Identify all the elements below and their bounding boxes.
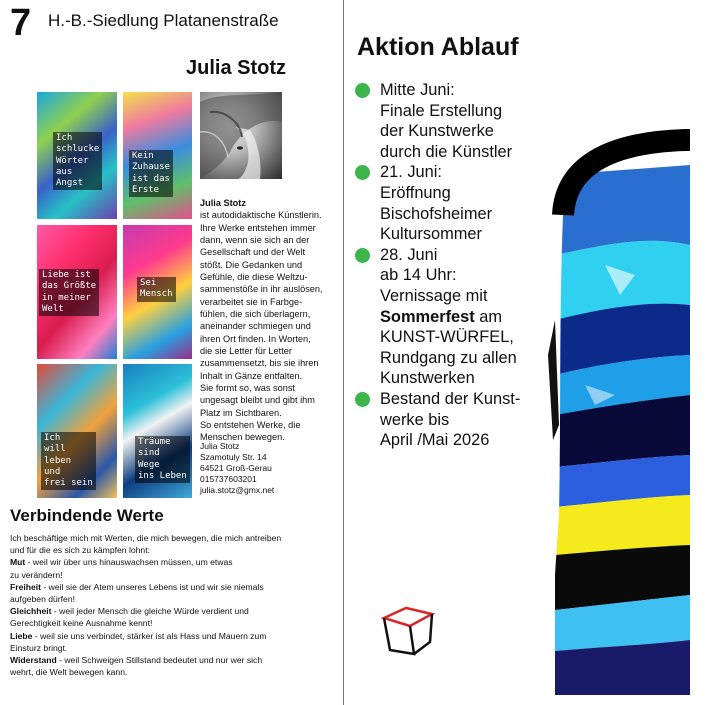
value-name: Mut: [10, 557, 26, 568]
bio-line: sammenstöße in ihr auslösen,: [200, 284, 323, 295]
schedule-item: [355, 245, 565, 389]
values-intro: [10, 532, 340, 556]
value-text: Gerechtigkeit keine Ausnahme kennt!: [10, 618, 153, 629]
schedule-title: Aktion Ablauf: [357, 33, 519, 61]
bio-line: So entstehen Werke, die: [200, 419, 301, 430]
schedule-line: Bischofsheimer: [380, 204, 493, 223]
contact-line: 64521 Groß-Gerau: [200, 462, 272, 473]
artwork-1-text: Ich schlucke Wörter aus Angst: [53, 132, 102, 190]
schedule-line: Finale Erstellung: [380, 101, 503, 120]
artwork-4-text: Sei Mensch: [137, 277, 176, 302]
bio-line: Inhalt in Gänze entfalten.: [200, 370, 303, 381]
schedule-line: ab 14 Uhr:: [380, 266, 457, 285]
contact-line: julia.stotz@gmx.net: [200, 484, 275, 495]
values-intro-line: Ich beschäftige mich mit Werten, die mich bewegen, die mich antreiben: [10, 533, 282, 543]
schedule-line: April /Mai 2026: [380, 431, 490, 450]
schedule-line: werke bis: [380, 410, 450, 429]
bio-line: Platz im Sichtbaren.: [200, 407, 282, 418]
schedule-line: 21. Juni:: [380, 163, 442, 182]
schedule-line: 28. Juni: [380, 245, 438, 264]
page-divider: [343, 0, 344, 705]
bio-line: ungesagt bleibt und gibt ihm: [200, 395, 315, 406]
kunst-wuerfel-logo: [380, 598, 440, 658]
bio-line: Gesellschaft und der Welt: [200, 247, 306, 258]
bio-line: zusammensetzt, bis sie ihren: [200, 358, 319, 369]
artwork-3: [37, 225, 117, 359]
artwork-6: [123, 364, 192, 498]
schedule-line: Eröffnung: [380, 183, 451, 202]
artwork-2: [123, 92, 192, 219]
bio-line: Menschen bewegen.: [200, 432, 285, 443]
value-text: - weil Schweigen Stillstand bedeutet und nur wer sich: [56, 655, 263, 666]
artist-portrait: [200, 92, 282, 179]
schedule-line: Bestand der Kunst-: [380, 389, 521, 408]
schedule-line: Mitte Juni:: [380, 81, 455, 99]
value-name: Freiheit: [10, 581, 42, 592]
bio-line: ist autodidaktische Künstlerin.: [200, 210, 322, 221]
value-name: Liebe: [10, 630, 33, 641]
artwork-5: [37, 364, 117, 498]
bio-name: Julia Stotz: [200, 198, 246, 208]
artwork-3-text: Liebe ist das Größte in meiner Welt: [39, 269, 99, 316]
values-section: [10, 532, 340, 678]
values-list: [10, 556, 340, 678]
value-text: - weil sie der Atem unseres Lebens ist und wir sie niemals: [41, 581, 264, 592]
bio-line: aneinander schmiegen und: [200, 321, 311, 332]
artwork-4: [123, 225, 192, 359]
bio-line: fühlen, die sich überlagern,: [200, 308, 311, 319]
bio-line: dann, wenn sie sich an der: [200, 234, 310, 245]
schedule-line: Kultursommer: [380, 225, 483, 244]
value-text: - weil sie uns verbindet, stärker ist als Hass und Mauern zum: [32, 630, 267, 641]
value-text: - weil wir über uns hinauswachsen müssen, um etwas: [25, 557, 233, 568]
value-text: Einsturz bringt.: [10, 642, 68, 653]
artwork-1: [37, 92, 117, 219]
value-name: Widerstand: [10, 655, 57, 666]
contact-line: Szamotuly Str. 14: [200, 451, 267, 462]
schedule-item: [355, 162, 565, 244]
contact-line: 015737603201: [200, 473, 257, 484]
bio-line: verarbeitet sie in Farbge-: [200, 296, 303, 307]
value-text: aufgeben dürfen!: [10, 594, 75, 605]
station-number: 7: [10, 2, 32, 44]
bullet-icon: [355, 165, 370, 180]
bio-line: stößt. Die Gedanken und: [200, 259, 303, 270]
values-intro-line: und für die es sich zu kämpfen lohnt:: [10, 545, 150, 556]
value-text: - weil jeder Mensch die gleiche Würde verdient und: [51, 606, 249, 617]
artwork-2-text: Kein Zuhause ist das Erste: [129, 150, 173, 197]
schedule-list: [355, 80, 565, 451]
bio-line: ihren Ort finden. In Worten,: [200, 333, 311, 344]
bio-line: Ihre Werke entstehen immer: [200, 222, 316, 233]
schedule-line: Sommerfest am: [380, 307, 503, 326]
sculpture-shadow: [548, 320, 559, 440]
sculpture-illustration: [545, 95, 690, 695]
schedule-line: Vernissage mit: [380, 286, 488, 305]
station-location: H.-B.-Siedlung Platanenstraße: [48, 11, 279, 30]
artwork-5-text: Ich will leben und frei sein: [41, 432, 96, 490]
bio-text: [200, 209, 340, 443]
bio-line: Sie formt so, was sonst: [200, 382, 295, 393]
bio-line: Gefühle, die diese Weltzu-: [200, 271, 308, 282]
value-item: [10, 605, 340, 629]
bio-line: die sie Letter für Letter: [200, 345, 292, 356]
artwork-6-text: Träume sind Wege ins Leben: [135, 436, 190, 483]
schedule-line: der Kunstwerke: [380, 122, 494, 141]
value-item: [10, 630, 340, 654]
schedule-item: [355, 389, 565, 451]
schedule-line: KUNST-WÜRFEL,: [380, 328, 514, 347]
schedule-item: [355, 80, 565, 162]
bullet-icon: [355, 392, 370, 407]
schedule-line: Kunstwerken: [380, 369, 475, 388]
value-item: [10, 556, 340, 580]
value-item: [10, 581, 340, 605]
value-item: [10, 654, 340, 678]
schedule-line: durch die Künstler: [380, 142, 513, 161]
artist-name: Julia Stotz: [186, 57, 287, 79]
bullet-icon: [355, 83, 370, 98]
schedule-line: Rundgang zu allen: [380, 348, 517, 367]
artist-bio: [200, 197, 340, 444]
value-text: zu verändern!: [10, 569, 63, 580]
value-text: wehrt, die Welt bewegen kann.: [10, 667, 128, 678]
bullet-icon: [355, 248, 370, 263]
artist-contact: [200, 441, 274, 495]
contact-line: Julia Stotz: [200, 441, 240, 451]
values-title: Verbindende Werte: [10, 506, 164, 525]
cube-top: [384, 608, 432, 626]
value-name: Gleichheit: [10, 606, 52, 617]
